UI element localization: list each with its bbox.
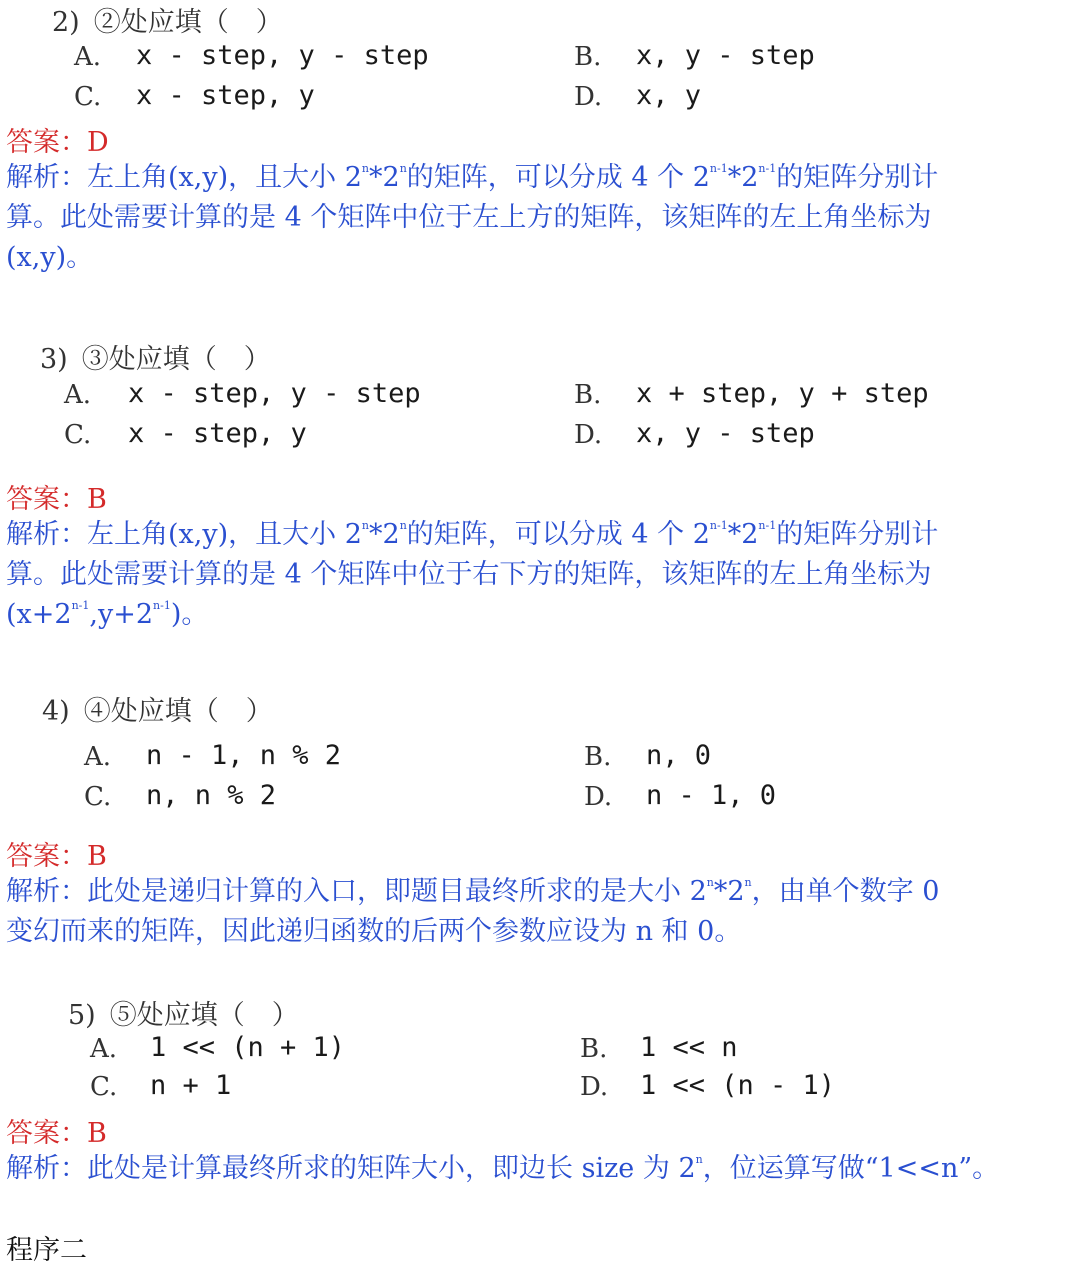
option-letter: A. <box>64 380 92 410</box>
answer-line: 答案：D <box>6 127 109 158</box>
explanation-paragraph <box>6 1149 999 1189</box>
explanation-paragraph <box>6 158 938 278</box>
option-letter: B. <box>574 42 602 72</box>
option-letter: C. <box>74 82 102 112</box>
explanation-line: 解析：左上角(x,y)，且大小 2$^n$*2$^n$的矩阵，可以分成 4 个 2$^{n-1}$*2$^{n-1}$的矩阵分别计 <box>6 162 939 193</box>
section-heading: 程序二 <box>6 1235 87 1266</box>
answer-line: 答案：B <box>6 1118 107 1149</box>
option-letter: A. <box>74 42 102 72</box>
question-number: 4) <box>42 696 70 727</box>
explanation-line: 变幻而来的矩阵，因此递归函数的后两个参数应设为 n 和 0。 <box>6 916 742 947</box>
question-5-header <box>68 993 299 1032</box>
explanation-paragraph <box>6 515 938 635</box>
question-number: 5) <box>68 1000 96 1031</box>
option-letter: D. <box>574 82 603 112</box>
option-a-text: x - step, y - step <box>128 378 421 409</box>
question-number: 3) <box>40 344 68 375</box>
option-c-text: n + 1 <box>150 1070 232 1101</box>
question-number: 2) <box>52 7 80 38</box>
option-letter: C. <box>84 782 112 812</box>
option-letter: A. <box>84 742 112 772</box>
option-d-text: x, y - step <box>636 418 815 449</box>
option-letter: B. <box>574 380 602 410</box>
option-letter: B. <box>580 1034 608 1064</box>
question-title: ⑤处应填（ ） <box>109 1000 299 1031</box>
explanation-line: 解析：此处是递归计算的入口，即题目最终所求的是大小 2$^n$*2$^n$，由单个数字 0 <box>6 876 940 907</box>
option-letter: D. <box>584 782 613 812</box>
explanation-line: 解析：左上角(x,y)，且大小 2$^n$*2$^n$的矩阵，可以分成 4 个 2$^{n-1}$*2$^{n-1}$的矩阵分别计 <box>6 519 939 550</box>
option-letter: D. <box>574 420 603 450</box>
option-d-text: 1 << (n - 1) <box>640 1070 836 1101</box>
option-b-text: x + step, y + step <box>636 378 929 409</box>
question-title: ④处应填（ ） <box>83 696 273 727</box>
option-b-text: x, y - step <box>636 40 815 71</box>
question-title: ②处应填（ ） <box>93 7 283 38</box>
explanation-line: $(x+2^{n-1},y+2^{n-1})$。 <box>6 599 209 630</box>
explanation-line: (x,y)。 <box>6 242 94 273</box>
explanation-paragraph <box>6 872 939 952</box>
answer-line: 答案：B <box>6 484 107 515</box>
question-title: ③处应填（ ） <box>81 344 271 375</box>
option-d-text: n - 1, 0 <box>646 780 777 811</box>
option-c-text: x - step, y <box>136 80 315 111</box>
option-a-text: n - 1, n % 2 <box>146 740 342 771</box>
option-letter: C. <box>90 1072 118 1102</box>
option-a-text: 1 << (n + 1) <box>150 1032 346 1063</box>
option-b-text: 1 << n <box>640 1032 738 1063</box>
explanation-line: 算。此处需要计算的是 4 个矩阵中位于左上方的矩阵，该矩阵的左上角坐标为 <box>6 202 932 233</box>
option-letter: D. <box>580 1072 609 1102</box>
question-2-header <box>52 0 283 39</box>
option-letter: C. <box>64 420 92 450</box>
option-d-text: x, y <box>636 80 702 111</box>
option-letter: A. <box>90 1034 118 1064</box>
option-a-text: x - step, y - step <box>136 40 429 71</box>
option-c-text: x - step, y <box>128 418 307 449</box>
explanation-line: 算。此处需要计算的是 4 个矩阵中位于右下方的矩阵，该矩阵的左上角坐标为 <box>6 559 932 590</box>
option-b-text: n, 0 <box>646 740 712 771</box>
option-letter: B. <box>584 742 612 772</box>
question-4-header <box>42 689 273 728</box>
explanation-line: 解析：此处是计算最终所求的矩阵大小，即边长 size 为 2$^n$，位运算写做“1<<n”。 <box>6 1153 1000 1184</box>
answer-line: 答案：B <box>6 841 107 872</box>
question-3-header <box>40 337 271 376</box>
option-c-text: n, n % 2 <box>146 780 277 811</box>
